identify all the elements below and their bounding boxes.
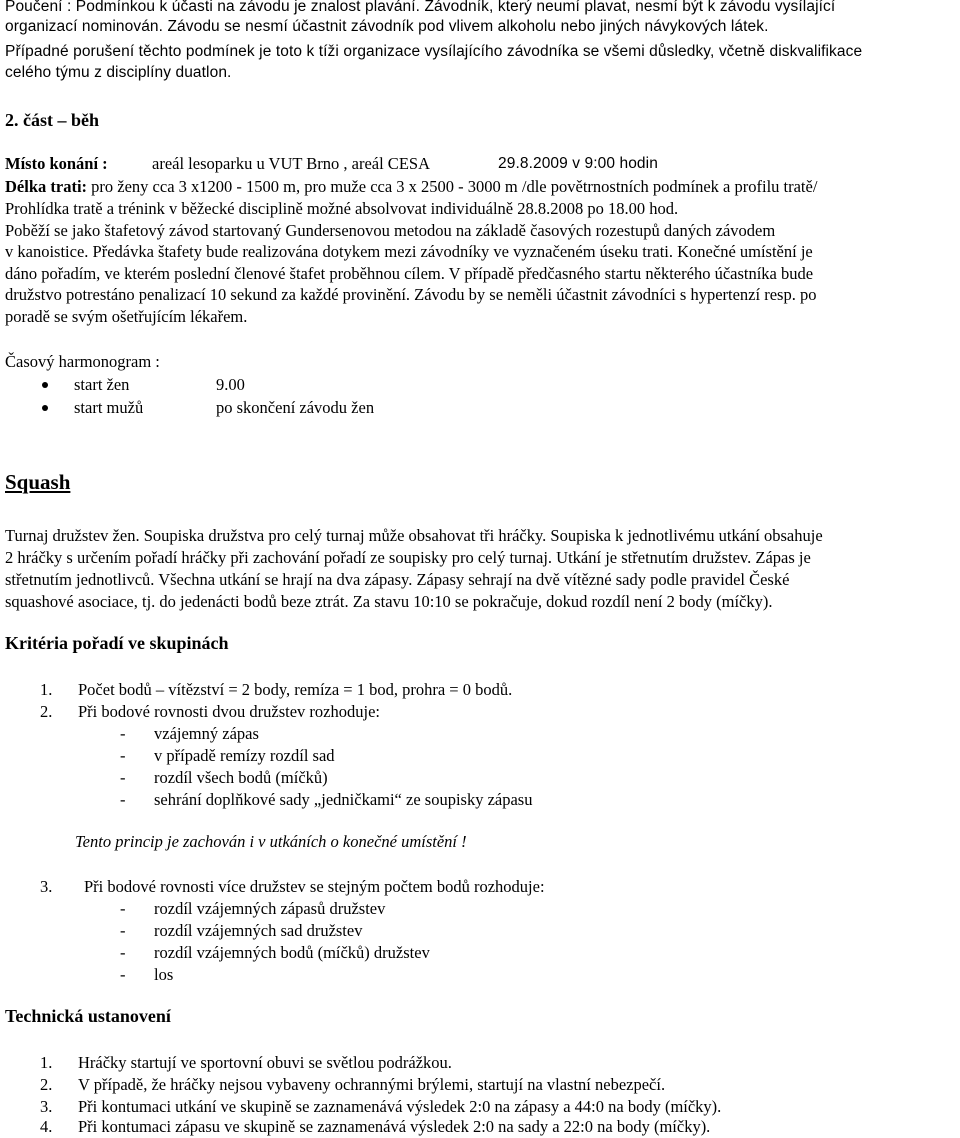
dash-icon: - xyxy=(120,746,126,765)
criteria-3-number: 3. xyxy=(40,877,53,896)
dash-icon: - xyxy=(120,943,126,962)
dash-icon: - xyxy=(120,899,126,918)
intro-line-3: Případné porušení těchto podmínek je toto k tíži organizace vysílajícího závodníka se všemi důsledky, včetně diskvalifikace xyxy=(5,43,863,60)
tie3-item-3: rozdíl vzájemných bodů (míčků) družstev xyxy=(154,943,430,962)
dash-icon: - xyxy=(120,965,126,984)
tech-4-text: Při kontumaci zápasu ve skupině se zaznamenává výsledek 2:0 na sady a 22:0 na body (míčky). xyxy=(78,1117,711,1136)
tech-2-number: 2. xyxy=(40,1075,53,1094)
inspection-text: Prohlídka tratě a trénink v běžecké disciplině možné absolvovat individuálně 28.8.2008 po 18.00 hod. xyxy=(5,199,679,218)
bullet-icon xyxy=(42,382,48,388)
tech-1-number: 1. xyxy=(40,1053,53,1072)
run-heading: 2. část – běh xyxy=(5,110,99,130)
criteria-2-text: Při bodové rovnosti dvou družstev rozhoduje: xyxy=(78,702,380,721)
length-value: pro ženy cca 3 x1200 - 1500 m, pro muže cca 3 x 2500 - 3000 m /dle povětrnostních podmínek a profilu tratě/ xyxy=(91,177,818,196)
place-value: areál lesoparku u VUT Brno , areál CESA xyxy=(152,154,430,173)
tie3-item-2: rozdíl vzájemných sad družstev xyxy=(154,921,363,940)
run-para-line-1: Poběží se jako štafetový závod startovaný Gundersenovou metodou na základě časových rozestupů daných závodem xyxy=(5,221,776,240)
dash-icon: - xyxy=(120,724,126,743)
tie2-item-4: sehrání doplňkové sady „jedničkami“ ze soupisky zápasu xyxy=(154,790,533,809)
squash-heading: Squash xyxy=(5,470,71,494)
tech-heading: Technická ustanovení xyxy=(5,1006,171,1026)
schedule-label: Časový harmonogram : xyxy=(5,352,160,371)
tech-1-text: Hráčky startují ve sportovní obuvi se světlou podrážkou. xyxy=(78,1053,452,1072)
criteria-1-text: Počet bodů – vítězství = 2 body, remíza = 1 bod, prohra = 0 bodů. xyxy=(78,680,513,699)
tech-2-text: V případě, že hráčky nejsou vybaveny ochrannými brýlemi, startují na vlastní nebezpečí. xyxy=(78,1075,666,1094)
schedule-item-value: po skončení závodu žen xyxy=(216,398,375,418)
criteria-heading: Kritéria pořadí ve skupinách xyxy=(5,633,229,653)
intro-line-1: Poučení : Podmínkou k účasti na závodu je znalost plavání. Závodník, který neumí plavat, nesmí být k závodu vysílající xyxy=(5,0,836,15)
criteria-1-number: 1. xyxy=(40,680,53,699)
criteria-2-number: 2. xyxy=(40,702,53,721)
tie2-item-2: v případě remízy rozdíl sad xyxy=(154,746,335,765)
schedule-item-value: 9.00 xyxy=(216,375,245,395)
tech-4-number: 4. xyxy=(40,1117,53,1136)
run-para-line-4: družstvo potrestáno penalizací 10 sekund za každé provinění. Závodu by se neměli účastnit závodníci s hypertenzí resp. po xyxy=(5,285,817,304)
tech-3-text: Při kontumaci utkání ve skupině se zaznamenává výsledek 2:0 na zápasy a 44:0 na body (míčky). xyxy=(78,1097,722,1116)
place-label: Místo konání : xyxy=(5,154,108,173)
run-para-line-2: v kanoistice. Předávka štafety bude realizována dotykem mezi závodníky ve vyznačeném úseku trati. Konečné umístění je xyxy=(5,242,813,261)
length-label: Délka trati: xyxy=(5,177,88,196)
intro-line-2: organizací nominován. Závodu se nesmí účastnit závodník pod vlivem alkoholu nebo jiných návykových látek. xyxy=(5,18,769,35)
run-para-line-5: poradě se svým ošetřujícím lékařem. xyxy=(5,307,248,326)
tie3-item-1: rozdíl vzájemných zápasů družstev xyxy=(154,899,386,918)
schedule-item-women xyxy=(42,374,245,396)
run-para-line-3: dáno pořadím, ve kterém poslední členové štafet proběhnou cílem. V případě předčasného startu některého účastníka bude xyxy=(5,264,814,283)
schedule-item-label: start žen xyxy=(74,375,130,395)
dash-icon: - xyxy=(120,790,126,809)
squash-para-line-1: Turnaj družstev žen. Soupiska družstva pro celý turnaj může obsahovat tři hráčky. Soupiska k jednotlivému utkání obsahuje xyxy=(5,526,823,545)
tie3-item-4: los xyxy=(154,965,174,984)
squash-para-line-4: squashové asociace, tj. do jedenácti bodů beze ztrát. Za stavu 10:10 se pokračuje, dokud rozdíl není 2 body (míčky). xyxy=(5,592,773,611)
bullet-icon xyxy=(42,405,48,411)
intro-line-4: celého týmu z disciplíny duatlon. xyxy=(5,64,232,81)
criteria-3-text: Při bodové rovnosti více družstev se stejným počtem bodů rozhoduje: xyxy=(84,877,545,896)
tie2-item-3: rozdíl všech bodů (míčků) xyxy=(154,768,328,787)
squash-para-line-3: střetnutím jednotlivců. Všechna utkání se hrají na dva zápasy. Zápasy sehrají na dvě vítězné sady podle pravidel České xyxy=(5,570,790,589)
length-line xyxy=(5,176,955,198)
schedule-item-men xyxy=(42,397,374,419)
schedule-item-label: start mužů xyxy=(74,398,144,418)
tech-3-number: 3. xyxy=(40,1097,53,1116)
squash-para-line-2: 2 hráčky s určením pořadí hráčky při zachování pořadí ze soupisky pro celý turnaj. Utkání je střetnutím družstev. Zápas je xyxy=(5,548,811,567)
tie2-item-1: vzájemný zápas xyxy=(154,724,259,743)
criteria-note: Tento princip je zachován i v utkáních o konečné umístění ! xyxy=(75,832,467,851)
dash-icon: - xyxy=(120,921,126,940)
place-date: 29.8.2009 v 9:00 hodin xyxy=(498,155,658,172)
dash-icon: - xyxy=(120,768,126,787)
